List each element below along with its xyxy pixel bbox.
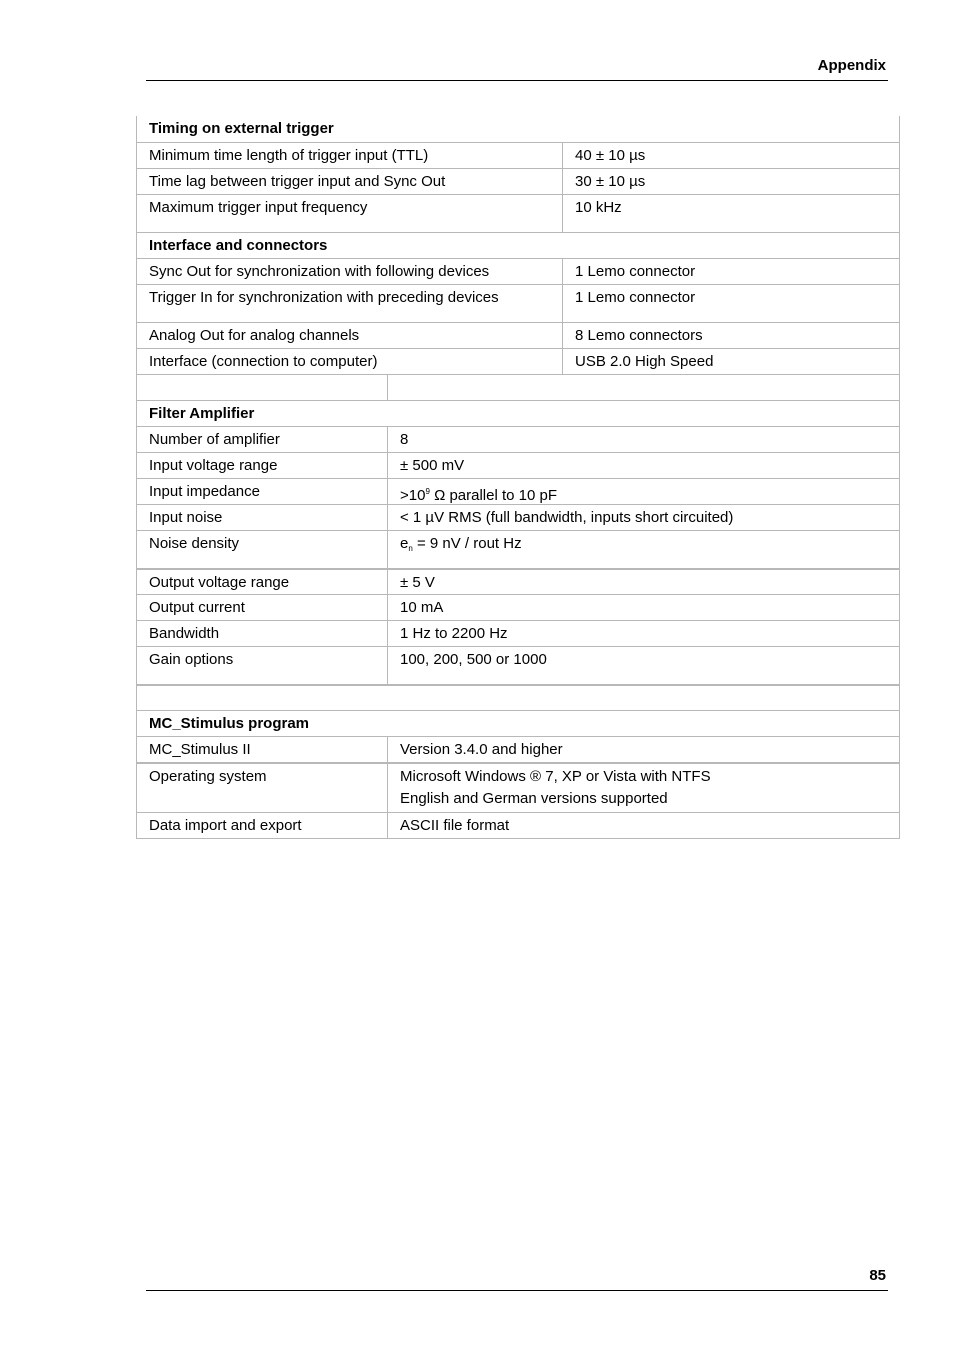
row-value (388, 531, 899, 568)
section-title: Interface and connectors (149, 237, 328, 254)
row-label: Sync Out for synchronization with following devices (137, 259, 563, 284)
section-header-interface (137, 232, 899, 258)
table-row (137, 504, 899, 530)
section-header-stimulus (137, 710, 899, 736)
table-row (137, 426, 899, 452)
row-label: Input voltage range (137, 453, 388, 478)
empty-cell (388, 375, 899, 400)
empty-cell (137, 375, 388, 400)
row-label: Time lag between trigger input and Sync Out (137, 169, 563, 194)
row-value: 1 Lemo connector (575, 289, 696, 306)
row-label: Minimum time length of trigger input (TTL) (137, 143, 563, 168)
section-title: Filter Amplifier (149, 405, 255, 422)
row-label: Noise density (137, 531, 388, 568)
value-suffix: = 9 nV / rout Hz (412, 535, 522, 552)
value-superscript: 9 (425, 487, 430, 496)
table-row (137, 348, 899, 374)
value-line: English and German versions supported (400, 790, 668, 807)
header-rule (146, 80, 888, 81)
table-row (137, 322, 899, 348)
row-label: Input noise (137, 505, 388, 530)
footer-rule (146, 1290, 888, 1291)
value-prefix: >10 (400, 487, 426, 504)
table-row (137, 452, 899, 478)
row-value: ± 5 V (400, 574, 435, 591)
row-label: Bandwidth (137, 621, 388, 646)
table-row (137, 168, 899, 194)
row-label: Operating system (137, 764, 388, 812)
table-row (137, 736, 899, 762)
section-header-filter (137, 400, 899, 426)
page-number: 85 (869, 1267, 886, 1284)
row-label: Analog Out for analog channels (137, 323, 563, 348)
row-value: 8 (400, 431, 409, 448)
section-title: Timing on external trigger (149, 120, 334, 137)
row-label: Gain options (137, 647, 388, 684)
row-value: 30 ± 10 µs (575, 173, 646, 190)
table-row (137, 594, 899, 620)
row-label: Interface (connection to computer) (137, 349, 563, 374)
table-row (137, 478, 899, 504)
table-row (137, 530, 899, 568)
table-row (137, 620, 899, 646)
table-row (137, 142, 899, 168)
table-row (137, 812, 899, 838)
row-label: MC_Stimulus II (137, 737, 388, 762)
row-value: 1 Lemo connector (575, 263, 696, 280)
value-prefix: e (400, 535, 409, 552)
value-suffix: Ω parallel to 10 pF (429, 487, 558, 504)
empty-row (137, 684, 899, 710)
row-label: Maximum trigger input frequency (137, 195, 563, 232)
row-value: 1 Hz to 2200 Hz (400, 625, 508, 642)
row-value: 100, 200, 500 or 1000 (400, 651, 547, 668)
empty-row (137, 374, 899, 400)
row-value (388, 764, 899, 812)
value-line: Microsoft Windows ® 7, XP or Vista with NTFS (400, 768, 711, 785)
table-row (137, 284, 899, 322)
row-value: ASCII file format (400, 817, 510, 834)
row-label: Trigger In for synchronization with preceding devices (137, 285, 563, 322)
table-row (137, 646, 899, 684)
table-row (137, 194, 899, 232)
table-row (137, 258, 899, 284)
table-row (137, 762, 899, 812)
row-label: Number of amplifier (137, 427, 388, 452)
row-label: Data import and export (137, 813, 388, 838)
row-label: Output voltage range (137, 570, 388, 594)
row-value: Version 3.4.0 and higher (400, 741, 563, 758)
row-label: Input impedance (137, 479, 388, 504)
row-value: USB 2.0 High Speed (575, 353, 714, 370)
row-value: < 1 µV RMS (full bandwidth, inputs short circuited) (400, 509, 734, 526)
header-title: Appendix (817, 57, 886, 74)
row-value: ± 500 mV (400, 457, 465, 474)
table-row (137, 568, 899, 594)
row-value: 10 mA (400, 599, 444, 616)
row-value: 40 ± 10 µs (575, 147, 646, 164)
value-subscript: n (408, 544, 413, 553)
row-value: 8 Lemo connectors (575, 327, 703, 344)
row-value: 10 kHz (575, 199, 622, 216)
section-header-timing (137, 116, 899, 142)
row-value (388, 479, 899, 504)
section-title: MC_Stimulus program (149, 715, 310, 732)
row-label: Output current (137, 595, 388, 620)
empty-cell (137, 686, 899, 710)
spec-table (136, 116, 900, 839)
